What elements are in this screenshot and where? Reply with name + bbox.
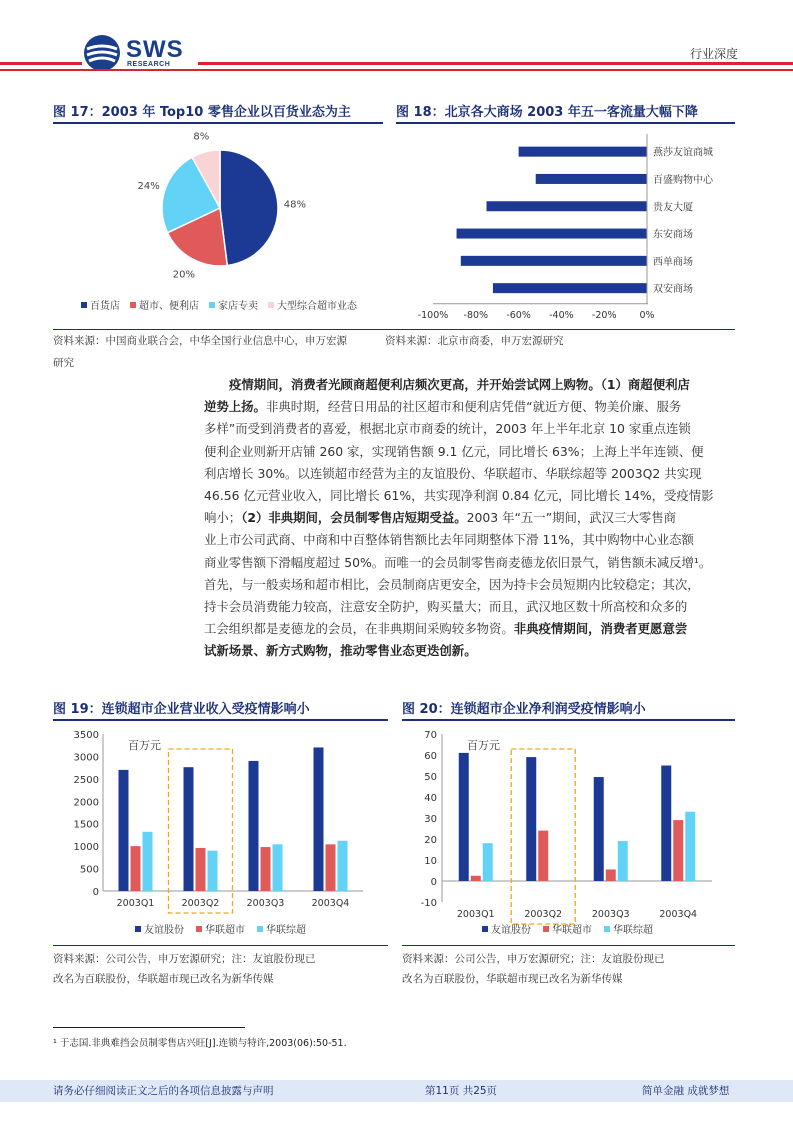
y-tick-label: 40 — [424, 793, 437, 804]
pie-slice-label: 24% — [137, 180, 160, 192]
fig20-source-l2: 改名为百联股份，华联超市现已改名为新华传媒 — [402, 973, 623, 985]
bar — [249, 761, 259, 891]
para-text: 利店增长 30%。以连锁超市经营为主的友谊股份、华联超市、华联综超等 2003Q2 共实现 — [204, 465, 702, 481]
x-tick-label: 2003Q2 — [524, 909, 563, 920]
para-text: 2003 年“五一”期间，武汉三大零售商 — [466, 510, 677, 526]
footer-disclaimer: 请务必仔细阅读正文之后的各项信息披露与声明 — [53, 1085, 274, 1097]
fig18-title-rule — [396, 122, 735, 124]
para-text: 工会组织都是麦德龙的会员，在非典期间采购较多物资。 — [204, 621, 514, 637]
y-tick-label: 30 — [424, 814, 437, 825]
fig19-title: 图 19：连锁超市企业营业收入受疫情影响小 — [53, 702, 310, 717]
doc-type: 行业深度 — [690, 47, 739, 61]
legend-label: 华联综超 — [266, 925, 306, 936]
para-bold: 非典疫情期间，消费者更愿意尝 — [513, 621, 688, 637]
bar — [661, 766, 671, 882]
category-label: 东安商场 — [653, 229, 693, 241]
y-tick-label: 1500 — [73, 819, 99, 831]
bar — [471, 876, 481, 881]
footer-page-number: 第11页 共25页 — [425, 1085, 498, 1097]
logo-subtitle: RESEARCH — [127, 61, 171, 68]
bar — [606, 869, 616, 881]
pie-slice-label: 8% — [193, 131, 210, 143]
y-tick-label: 2000 — [73, 797, 99, 809]
category-label: 燕莎友谊商城 — [653, 147, 713, 159]
bar — [119, 770, 129, 891]
bar — [536, 174, 647, 184]
legend-label: 家店专卖 — [218, 301, 258, 312]
para-text: 业上市公司武商、中商和中百整体销售额比去年同期整体下滑 11%，其中购物中心业态额 — [204, 532, 694, 548]
pie-slice — [220, 150, 278, 266]
fig-row1-divider — [53, 329, 735, 330]
bar — [338, 841, 348, 891]
y-tick-label: 50 — [424, 772, 437, 783]
fig20-bar-chart — [402, 724, 735, 944]
x-tick-label: -100% — [417, 309, 449, 321]
bar — [493, 283, 647, 293]
category-label: 西单商场 — [653, 256, 693, 268]
fig18-source: 资料来源：北京市商委，申万宏源研究 — [385, 335, 564, 347]
fig19-bar-chart — [53, 724, 388, 944]
x-tick-label: 2003Q3 — [591, 909, 630, 920]
body-paragraph — [204, 374, 739, 663]
bar — [519, 147, 647, 157]
legend-label: 华联超市 — [552, 925, 592, 936]
para-text: 首先，与一般卖场和超市相比，会员制商店更安全，因为持卡会员短期内比较稳定；其次， — [204, 576, 700, 592]
header-rule-red-thin — [0, 69, 793, 71]
bar — [261, 847, 271, 891]
fig17-title: 图 17：2003 年 Top10 零售企业以百货业态为主 — [53, 105, 351, 120]
para-text: 持卡会员消费能力较高，注意安全防护，购买量大；而且，武汉地区数十所高校和众多的 — [204, 599, 688, 615]
fig20-title: 图 20：连锁超市企业净利润受疫情影响小 — [402, 702, 646, 717]
bar — [673, 820, 683, 881]
y-tick-label: 3500 — [73, 730, 99, 741]
bar — [314, 747, 324, 891]
y-tick-label: 20 — [424, 835, 437, 846]
legend-swatch — [257, 926, 263, 932]
para-bold: 疫情期间，消费者光顾商超便利店频次更高，并开始尝试网上购物。（1）商超便利店 — [229, 377, 690, 392]
legend-swatch — [604, 926, 610, 932]
legend-swatch — [543, 926, 549, 932]
para-bold: （2）非典期间，会员制零售店短期受益。 — [241, 510, 467, 526]
legend-label: 友谊股份 — [491, 925, 531, 936]
footer-slogan: 简单金融 成就梦想 — [642, 1085, 730, 1097]
footnote-rule — [53, 1027, 245, 1028]
legend-swatch — [130, 302, 136, 308]
legend-label: 华联综超 — [613, 925, 653, 936]
legend-label: 超市、便利店 — [139, 301, 199, 312]
y-tick-label: 0 — [430, 877, 437, 888]
bar — [131, 846, 141, 891]
y-tick-label: -10 — [420, 898, 437, 909]
bar — [184, 767, 194, 891]
x-tick-label: 2003Q1 — [456, 909, 495, 920]
bar — [538, 831, 548, 881]
para-bold: 逆势上扬。 — [204, 399, 266, 415]
y-tick-label: 1000 — [73, 842, 99, 854]
fig19-source-l1: 资料来源：公司公告，申万宏源研究；注：友谊股份现已 — [53, 953, 316, 965]
legend-swatch — [135, 926, 141, 932]
y-tick-label: 3000 — [73, 752, 99, 764]
x-tick-label: -20% — [591, 309, 617, 321]
category-label: 百盛购物中心 — [653, 174, 713, 186]
category-label: 贵友大厦 — [653, 202, 693, 214]
x-tick-label: 2003Q2 — [181, 898, 220, 909]
logo-wordmark: SWS — [126, 36, 184, 63]
category-label: 双安商场 — [653, 284, 693, 296]
legend-label: 大型综合超市业态 — [277, 301, 357, 312]
x-tick-label: -40% — [549, 309, 574, 321]
fig17-source: 资料来源：中国商业联合会，中华全国行业信息中心，申万宏源 — [53, 335, 347, 347]
legend-swatch — [81, 302, 87, 308]
fig19-title-rule — [53, 719, 388, 721]
header-rule-red — [198, 62, 793, 65]
x-tick-label: 2003Q4 — [311, 898, 350, 909]
bar — [685, 812, 695, 881]
x-tick-label: 0% — [639, 309, 655, 321]
pie-slice-label: 48% — [283, 199, 306, 211]
x-tick-label: -80% — [463, 309, 489, 321]
fig17-source-wrap: 研究 — [53, 357, 74, 369]
legend-swatch — [482, 926, 488, 932]
header — [0, 0, 793, 80]
y-tick-label: 2500 — [73, 774, 99, 786]
x-tick-label: 2003Q3 — [246, 898, 285, 909]
x-tick-label: 2003Q1 — [116, 898, 155, 909]
para-text: 非典时期，经营日用品的社区超市和便利店凭借“就近方便、物美价廉、服务 — [265, 399, 682, 415]
legend-label: 百货店 — [90, 301, 120, 312]
bar — [326, 844, 336, 891]
y-tick-label: 500 — [79, 864, 99, 876]
fig20-source-l1: 资料来源：公司公告，申万宏源研究；注：友谊股份现已 — [402, 953, 665, 965]
bar — [618, 841, 628, 881]
fig18-title: 图 18：北京各大商场 2003 年五一客流量大幅下降 — [396, 105, 698, 120]
logo-icon — [82, 33, 122, 73]
bar — [461, 256, 647, 266]
bar — [487, 201, 648, 211]
bar — [594, 777, 604, 881]
fig-row2-divider-right — [402, 945, 735, 946]
bar — [526, 757, 536, 881]
bar — [273, 844, 283, 891]
legend-swatch — [268, 302, 274, 308]
para-text: 便利企业则新开店铺 260 家，实现销售额 9.1 亿元，同比增长 63%；上海上半年连锁、便 — [204, 443, 704, 459]
bar — [483, 843, 493, 881]
bar — [143, 832, 153, 891]
header-rule-red-left — [0, 62, 82, 65]
footnote: ¹ 于志国.非典难挡会员制零售店兴旺[J].连锁与特许,2003(06):50-51. — [53, 1038, 347, 1049]
fig19-source-l2: 改名为百联股份，华联超市现已改名为新华传媒 — [53, 973, 274, 985]
legend-swatch — [209, 302, 215, 308]
para-text: 商业零售额下滑幅度超过 50%。而唯一的会员制零售商麦德龙依旧景气，销售额未减反增¹。 — [204, 554, 712, 570]
x-tick-label: 2003Q4 — [659, 909, 698, 920]
pie-slice-label: 20% — [172, 269, 195, 281]
bar — [208, 851, 218, 891]
fig-row2-divider-left — [53, 945, 388, 946]
fig17-pie-chart — [53, 128, 383, 328]
legend-label: 友谊股份 — [144, 925, 184, 936]
para-text: 46.56 亿元营业收入，同比增长 61%，共实现净利润 0.84 亿元，同比增长 14%，受疫情影 — [204, 488, 714, 504]
unit-label: 百万元 — [128, 739, 161, 752]
fig20-title-rule — [402, 719, 735, 721]
y-tick-label: 60 — [424, 751, 437, 762]
bar — [459, 753, 469, 881]
x-tick-label: -60% — [506, 309, 531, 321]
bar — [196, 848, 206, 891]
para-text: 多样”而受到消费者的喜爱，根据北京市商委的统计，2003 年上半年北京 10 家重点连锁 — [204, 421, 691, 437]
fig18-bar-chart — [396, 128, 735, 328]
y-tick-label: 10 — [424, 856, 437, 867]
para-bold: 试新场景、新方式购物，推动零售业态更迭创新。 — [204, 643, 477, 659]
bar — [457, 229, 647, 239]
y-tick-label: 70 — [424, 730, 437, 741]
unit-label: 百万元 — [467, 739, 500, 752]
y-tick-label: 0 — [92, 887, 99, 898]
para-text: 响小； — [204, 510, 242, 526]
fig17-title-rule — [53, 122, 383, 124]
legend-label: 华联超市 — [205, 925, 245, 936]
legend-swatch — [196, 926, 202, 932]
